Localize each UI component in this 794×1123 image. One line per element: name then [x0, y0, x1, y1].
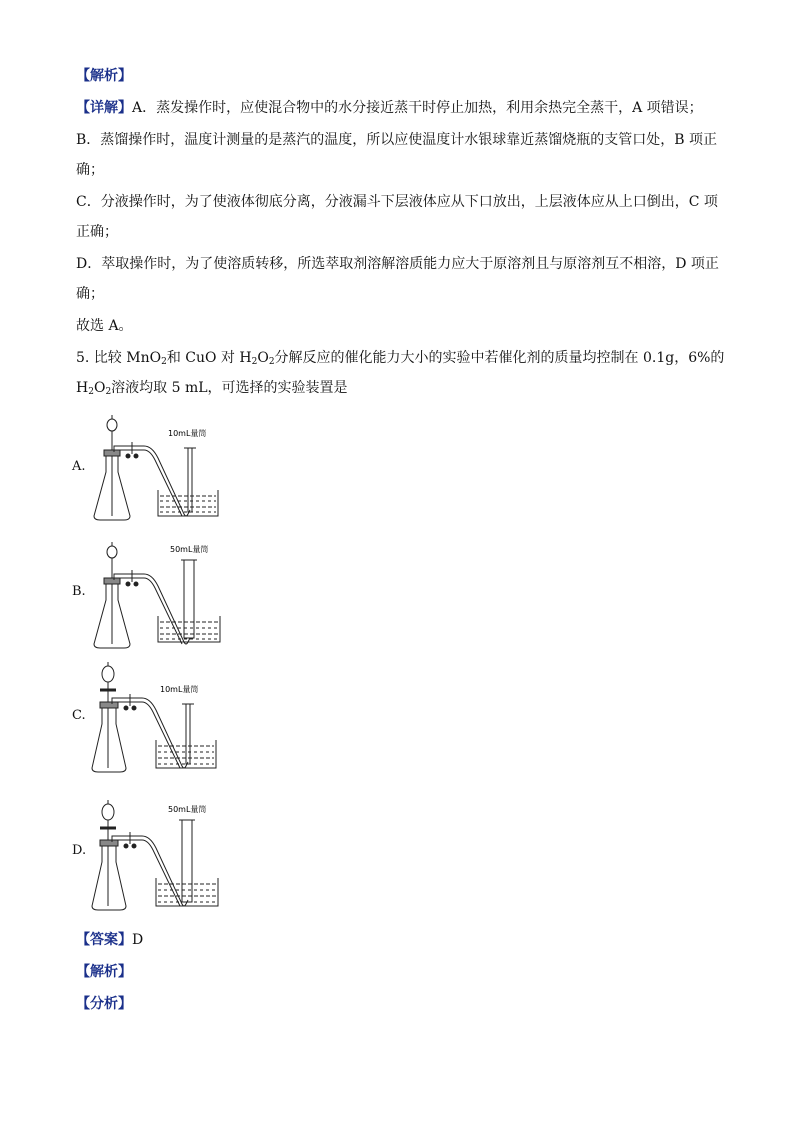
- answer-line: [76, 930, 143, 950]
- question-5-line-1: 5. 比较 MnO$_2$和 CuO 对 $H_2O_2$分解反应的催化能力大小的实验中若催化剂的质量均控制在 0.1g，6%的: [76, 350, 725, 367]
- option-b-explanation-2: 确；: [76, 162, 104, 178]
- apparatus-a: [90, 412, 230, 524]
- footer-fenxi: 【分析】: [76, 996, 132, 1012]
- option-c-explanation-2: 正确；: [76, 224, 118, 240]
- detail-line-a: [76, 98, 703, 118]
- answer-value: D: [132, 932, 144, 948]
- cylinder-label-a: 10mL量筒: [168, 429, 207, 438]
- answer-tag: 【答案】: [76, 932, 132, 948]
- footer-jiexi: 【解析】: [76, 964, 132, 980]
- option-a-explanation: A．蒸发操作时，应使混合物中的水分接近蒸干时停止加热，利用余热完全蒸干，A 项错误；: [132, 100, 703, 116]
- apparatus-b-drawing: [90, 540, 230, 652]
- conclusion: 故选 A。: [76, 318, 133, 334]
- question-5-line-2: $H_2O_2$溶液均取 5 mL，可选择的实验装置是: [76, 380, 348, 397]
- apparatus-c: [90, 660, 230, 776]
- option-c-label: C.: [72, 708, 86, 723]
- option-a-label: A.: [72, 459, 86, 474]
- detail-tag: 【详解】: [76, 100, 132, 116]
- cylinder-label-d: 50mL量筒: [168, 805, 207, 814]
- option-c-explanation-1: C．分液操作时，为了使液体彻底分离，分液漏斗下层液体应从下口放出，上层液体应从上口倒出，C 项: [76, 194, 718, 210]
- cylinder-label-c: 10mL量筒: [160, 685, 199, 694]
- option-d-label: D.: [72, 843, 87, 858]
- option-b-explanation-1: B．蒸馏操作时，温度计测量的是蒸汽的温度，所以应使温度计水银球靠近蒸馏烧瓶的支管口处，B 项正: [76, 132, 718, 148]
- jiexi-header: 【解析】: [76, 68, 132, 84]
- apparatus-a-drawing: [90, 412, 230, 524]
- apparatus-b: [90, 540, 230, 652]
- option-d-explanation-2: 确；: [76, 286, 104, 302]
- apparatus-d: [90, 798, 230, 914]
- apparatus-c-drawing: [90, 660, 230, 776]
- question-number: 5.: [76, 350, 90, 366]
- option-b-label: B.: [72, 584, 86, 599]
- cylinder-label-b: 50mL量筒: [170, 545, 209, 554]
- option-d-explanation-1: D．萃取操作时，为了使溶质转移，所选萃取剂溶解溶质能力应大于原溶剂且与原溶剂互不相溶，D 项正: [76, 256, 719, 272]
- apparatus-d-drawing: [90, 798, 230, 914]
